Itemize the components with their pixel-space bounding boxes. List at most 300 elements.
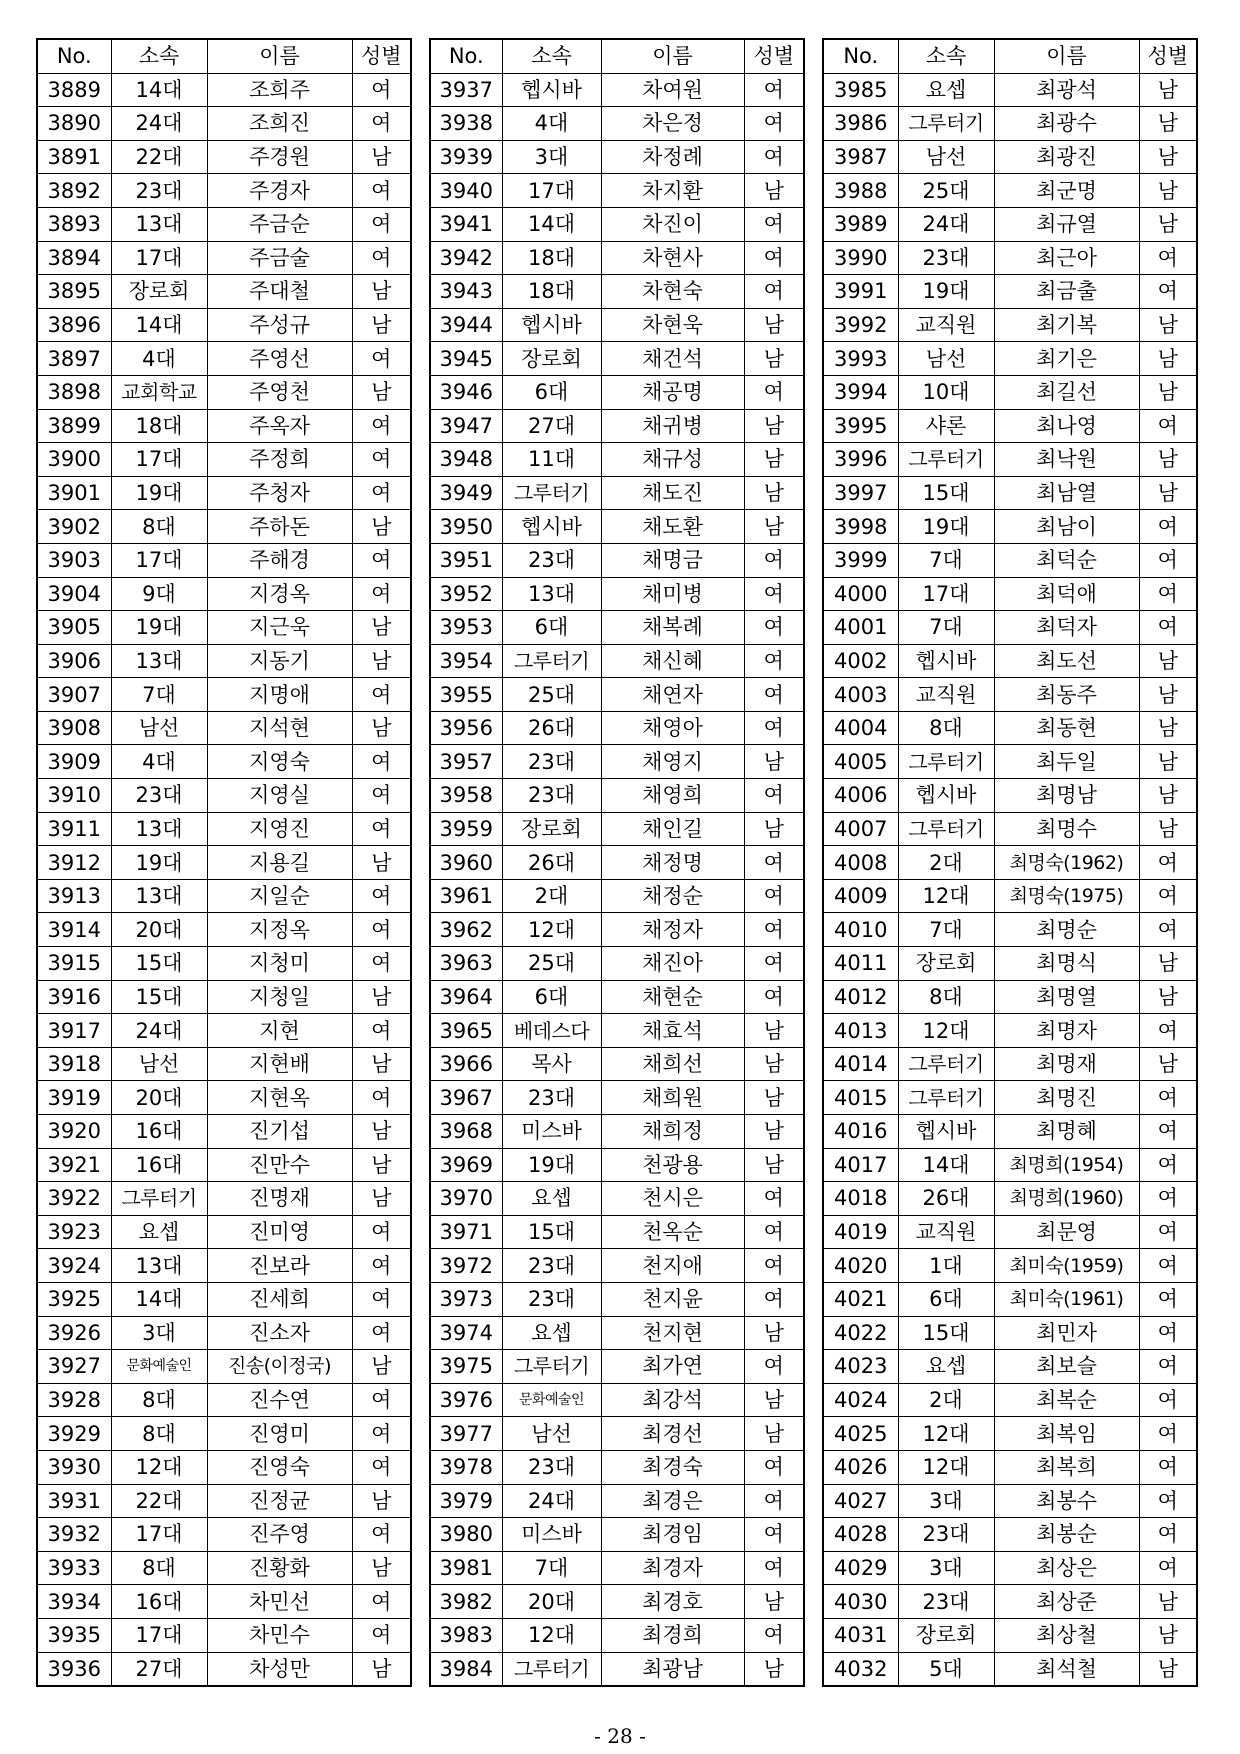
gender-cell: 여 <box>352 207 411 241</box>
row-number-cell: 4017 <box>823 1148 898 1182</box>
row-number-cell: 3900 <box>37 443 111 477</box>
gender-cell: 여 <box>1139 409 1197 443</box>
row-number-cell: 4025 <box>823 1417 898 1451</box>
department-cell: 15대 <box>502 1215 601 1249</box>
roster-tables <box>0 38 1240 1718</box>
table-row <box>823 1148 1197 1182</box>
table-row <box>823 510 1197 544</box>
department-cell: 23대 <box>502 745 601 779</box>
department-cell: 22대 <box>111 140 207 174</box>
gender-cell: 남 <box>352 140 411 174</box>
department-cell: 27대 <box>502 409 601 443</box>
department-cell: 15대 <box>898 1316 994 1350</box>
row-number-cell: 4028 <box>823 1518 898 1552</box>
department-cell: 헵시바 <box>898 779 994 813</box>
gender-cell: 여 <box>744 711 804 745</box>
table-row <box>430 73 804 107</box>
department-cell: 19대 <box>111 846 207 880</box>
department-cell: 16대 <box>111 1148 207 1182</box>
department-cell: 23대 <box>898 241 994 275</box>
row-number-cell: 3975 <box>430 1350 502 1384</box>
member-name-cell: 최나영 <box>994 409 1139 443</box>
row-number-cell: 3998 <box>823 510 898 544</box>
table-row <box>37 1047 411 1081</box>
member-name-cell: 최명재 <box>994 1047 1139 1081</box>
header-name: 이름 <box>207 39 352 73</box>
department-cell: 샤론 <box>898 409 994 443</box>
row-number-cell: 4018 <box>823 1182 898 1216</box>
table-row <box>823 207 1197 241</box>
department-cell: 15대 <box>111 980 207 1014</box>
department-cell: 3대 <box>111 1316 207 1350</box>
department-cell: 요셉 <box>111 1215 207 1249</box>
row-number-cell: 3994 <box>823 375 898 409</box>
member-name-cell: 지영진 <box>207 812 352 846</box>
row-number-cell: 3967 <box>430 1081 502 1115</box>
table-row <box>823 308 1197 342</box>
gender-cell: 여 <box>744 779 804 813</box>
table-row <box>37 947 411 981</box>
table-row <box>37 577 411 611</box>
row-number-cell: 3964 <box>430 980 502 1014</box>
gender-cell: 여 <box>1139 1148 1197 1182</box>
member-name-cell: 천지애 <box>601 1249 744 1283</box>
gender-cell: 남 <box>744 1047 804 1081</box>
row-number-cell: 3916 <box>37 980 111 1014</box>
department-cell: 23대 <box>898 1518 994 1552</box>
department-cell: 17대 <box>111 543 207 577</box>
department-cell: 남선 <box>502 1417 601 1451</box>
gender-cell: 남 <box>1139 678 1197 712</box>
department-cell: 23대 <box>502 779 601 813</box>
member-name-cell: 주경원 <box>207 140 352 174</box>
table-row <box>430 375 804 409</box>
member-name-cell: 최동주 <box>994 678 1139 712</box>
gender-cell: 남 <box>352 1182 411 1216</box>
header-gender: 성별 <box>1139 39 1197 73</box>
member-name-cell: 채건석 <box>601 342 744 376</box>
table-row <box>823 1081 1197 1115</box>
member-name-cell: 채도환 <box>601 510 744 544</box>
gender-cell: 남 <box>1139 1047 1197 1081</box>
member-name-cell: 최명자 <box>994 1014 1139 1048</box>
gender-cell: 여 <box>1139 1282 1197 1316</box>
row-number-cell: 3935 <box>37 1618 111 1652</box>
department-cell: 12대 <box>111 1450 207 1484</box>
header-gender: 성별 <box>352 39 411 73</box>
roster-table-1 <box>36 38 412 1687</box>
table-row <box>823 443 1197 477</box>
member-name-cell: 최기은 <box>994 342 1139 376</box>
gender-cell: 남 <box>1139 779 1197 813</box>
table-row <box>823 846 1197 880</box>
department-cell: 25대 <box>502 947 601 981</box>
table-row <box>37 1484 411 1518</box>
department-cell: 19대 <box>111 476 207 510</box>
department-cell: 그루터기 <box>898 1081 994 1115</box>
gender-cell: 여 <box>352 1215 411 1249</box>
member-name-cell: 최상준 <box>994 1585 1139 1619</box>
gender-cell: 남 <box>744 1417 804 1451</box>
member-name-cell: 진수연 <box>207 1383 352 1417</box>
table-row <box>823 577 1197 611</box>
table-row <box>823 342 1197 376</box>
row-number-cell: 3892 <box>37 174 111 208</box>
department-cell: 20대 <box>111 1081 207 1115</box>
member-name-cell: 채정순 <box>601 879 744 913</box>
member-name-cell: 지현 <box>207 1014 352 1048</box>
page-number: - 28 - <box>594 1724 646 1748</box>
department-cell: 12대 <box>898 879 994 913</box>
table-row <box>37 913 411 947</box>
table-row <box>37 409 411 443</box>
department-cell: 3대 <box>502 140 601 174</box>
department-cell: 목사 <box>502 1047 601 1081</box>
gender-cell: 여 <box>1139 1417 1197 1451</box>
member-name-cell: 지영실 <box>207 779 352 813</box>
row-number-cell: 3897 <box>37 342 111 376</box>
row-number-cell: 3928 <box>37 1383 111 1417</box>
row-number-cell: 3996 <box>823 443 898 477</box>
row-number-cell: 3945 <box>430 342 502 376</box>
member-name-cell: 주경자 <box>207 174 352 208</box>
table-row <box>823 1484 1197 1518</box>
gender-cell: 여 <box>1139 1316 1197 1350</box>
row-number-cell: 3982 <box>430 1585 502 1619</box>
department-cell: 8대 <box>111 1383 207 1417</box>
row-number-cell: 3891 <box>37 140 111 174</box>
row-number-cell: 3992 <box>823 308 898 342</box>
member-name-cell: 최명식 <box>994 947 1139 981</box>
department-cell: 9대 <box>111 577 207 611</box>
department-cell: 23대 <box>111 174 207 208</box>
table-row <box>823 1652 1197 1686</box>
gender-cell: 여 <box>1139 275 1197 309</box>
member-name-cell: 채공명 <box>601 375 744 409</box>
gender-cell: 여 <box>744 913 804 947</box>
member-name-cell: 최경숙 <box>601 1450 744 1484</box>
gender-cell: 여 <box>744 375 804 409</box>
table-row <box>430 443 804 477</box>
member-name-cell: 최근아 <box>994 241 1139 275</box>
member-name-cell: 차민수 <box>207 1618 352 1652</box>
gender-cell: 여 <box>1139 879 1197 913</box>
row-number-cell: 4023 <box>823 1350 898 1384</box>
member-name-cell: 지용길 <box>207 846 352 880</box>
gender-cell: 여 <box>744 1182 804 1216</box>
row-number-cell: 3973 <box>430 1282 502 1316</box>
member-name-cell: 최상철 <box>994 1618 1139 1652</box>
member-name-cell: 천광용 <box>601 1148 744 1182</box>
member-name-cell: 최명숙(1975) <box>994 879 1139 913</box>
department-cell: 8대 <box>898 711 994 745</box>
member-name-cell: 차현사 <box>601 241 744 275</box>
row-number-cell: 4011 <box>823 947 898 981</box>
table-row <box>823 241 1197 275</box>
department-cell: 24대 <box>898 207 994 241</box>
gender-cell: 여 <box>1139 611 1197 645</box>
table-row <box>37 207 411 241</box>
member-name-cell: 최두일 <box>994 745 1139 779</box>
member-name-cell: 차은정 <box>601 107 744 141</box>
member-name-cell: 지청미 <box>207 947 352 981</box>
row-number-cell: 4032 <box>823 1652 898 1686</box>
department-cell: 26대 <box>502 711 601 745</box>
gender-cell: 여 <box>744 1249 804 1283</box>
department-cell: 26대 <box>898 1182 994 1216</box>
table-row <box>37 308 411 342</box>
table-row <box>37 1551 411 1585</box>
member-name-cell: 진기섭 <box>207 1115 352 1149</box>
member-name-cell: 천시은 <box>601 1182 744 1216</box>
member-name-cell: 최도선 <box>994 644 1139 678</box>
gender-cell: 여 <box>744 73 804 107</box>
department-cell: 미스바 <box>502 1115 601 1149</box>
table-row <box>823 1014 1197 1048</box>
member-name-cell: 최명숙(1962) <box>994 846 1139 880</box>
row-number-cell: 3907 <box>37 678 111 712</box>
gender-cell: 여 <box>1139 1249 1197 1283</box>
table-row <box>823 1215 1197 1249</box>
department-cell: 6대 <box>502 375 601 409</box>
department-cell: 24대 <box>502 1484 601 1518</box>
table-row <box>823 375 1197 409</box>
member-name-cell: 진정균 <box>207 1484 352 1518</box>
gender-cell: 여 <box>352 1282 411 1316</box>
row-number-cell: 4006 <box>823 779 898 813</box>
department-cell: 교회학교 <box>111 375 207 409</box>
department-cell: 1대 <box>898 1249 994 1283</box>
gender-cell: 남 <box>352 375 411 409</box>
row-number-cell: 3894 <box>37 241 111 275</box>
row-number-cell: 3930 <box>37 1450 111 1484</box>
table-row <box>430 1518 804 1552</box>
member-name-cell: 최미숙(1959) <box>994 1249 1139 1283</box>
row-number-cell: 3919 <box>37 1081 111 1115</box>
gender-cell: 여 <box>744 1450 804 1484</box>
member-name-cell: 차현숙 <box>601 275 744 309</box>
row-number-cell: 3946 <box>430 375 502 409</box>
member-name-cell: 채연자 <box>601 678 744 712</box>
department-cell: 16대 <box>111 1585 207 1619</box>
row-number-cell: 3895 <box>37 275 111 309</box>
department-cell: 그루터기 <box>502 644 601 678</box>
member-name-cell: 지일순 <box>207 879 352 913</box>
row-number-cell: 3936 <box>37 1652 111 1686</box>
header-no: No. <box>823 39 898 73</box>
member-name-cell: 최군명 <box>994 174 1139 208</box>
row-number-cell: 3957 <box>430 745 502 779</box>
gender-cell: 남 <box>744 443 804 477</box>
department-cell: 그루터기 <box>502 476 601 510</box>
gender-cell: 여 <box>352 779 411 813</box>
table-row <box>430 1450 804 1484</box>
member-name-cell: 채귀병 <box>601 409 744 443</box>
row-number-cell: 3984 <box>430 1652 502 1686</box>
row-number-cell: 3931 <box>37 1484 111 1518</box>
member-name-cell: 최광석 <box>994 73 1139 107</box>
department-cell: 3대 <box>898 1484 994 1518</box>
gender-cell: 여 <box>352 476 411 510</box>
gender-cell: 남 <box>1139 342 1197 376</box>
department-cell: 15대 <box>898 476 994 510</box>
member-name-cell: 채정자 <box>601 913 744 947</box>
member-name-cell: 최상은 <box>994 1551 1139 1585</box>
row-number-cell: 3989 <box>823 207 898 241</box>
member-name-cell: 최남이 <box>994 510 1139 544</box>
gender-cell: 남 <box>1139 375 1197 409</box>
department-cell: 16대 <box>111 1115 207 1149</box>
member-name-cell: 주성규 <box>207 308 352 342</box>
gender-cell: 남 <box>352 611 411 645</box>
department-cell: 요셉 <box>502 1316 601 1350</box>
row-number-cell: 3902 <box>37 510 111 544</box>
header-name: 이름 <box>994 39 1139 73</box>
gender-cell: 남 <box>744 745 804 779</box>
gender-cell: 여 <box>352 1081 411 1115</box>
department-cell: 교직원 <box>898 1215 994 1249</box>
table-row <box>823 1383 1197 1417</box>
table-row <box>823 409 1197 443</box>
table-row <box>37 980 411 1014</box>
department-cell: 23대 <box>111 779 207 813</box>
member-name-cell: 최덕순 <box>994 543 1139 577</box>
gender-cell: 여 <box>744 577 804 611</box>
gender-cell: 여 <box>352 241 411 275</box>
gender-cell: 남 <box>1139 443 1197 477</box>
row-number-cell: 3926 <box>37 1316 111 1350</box>
member-name-cell: 최광남 <box>601 1652 744 1686</box>
table-row <box>823 275 1197 309</box>
member-name-cell: 최복순 <box>994 1383 1139 1417</box>
member-name-cell: 주하돈 <box>207 510 352 544</box>
department-cell: 그루터기 <box>502 1652 601 1686</box>
department-cell: 3대 <box>898 1551 994 1585</box>
table-row <box>430 1047 804 1081</box>
gender-cell: 남 <box>744 342 804 376</box>
gender-cell: 남 <box>352 711 411 745</box>
gender-cell: 남 <box>744 1652 804 1686</box>
member-name-cell: 최미숙(1961) <box>994 1282 1139 1316</box>
gender-cell: 남 <box>744 476 804 510</box>
gender-cell: 남 <box>352 846 411 880</box>
row-number-cell: 3934 <box>37 1585 111 1619</box>
row-number-cell: 3969 <box>430 1148 502 1182</box>
gender-cell: 여 <box>352 342 411 376</box>
row-number-cell: 3970 <box>430 1182 502 1216</box>
gender-cell: 여 <box>744 241 804 275</box>
gender-cell: 남 <box>352 980 411 1014</box>
row-number-cell: 3921 <box>37 1148 111 1182</box>
gender-cell: 남 <box>744 174 804 208</box>
member-name-cell: 최길선 <box>994 375 1139 409</box>
row-number-cell: 4007 <box>823 812 898 846</box>
table-row <box>823 476 1197 510</box>
table-row <box>823 611 1197 645</box>
gender-cell: 여 <box>352 73 411 107</box>
member-name-cell: 채명금 <box>601 543 744 577</box>
member-name-cell: 최광진 <box>994 140 1139 174</box>
row-number-cell: 4012 <box>823 980 898 1014</box>
table-row <box>430 409 804 443</box>
gender-cell: 남 <box>744 1585 804 1619</box>
table-row <box>37 1316 411 1350</box>
member-name-cell: 채진아 <box>601 947 744 981</box>
department-cell: 요셉 <box>898 73 994 107</box>
row-number-cell: 3913 <box>37 879 111 913</box>
row-number-cell: 3951 <box>430 543 502 577</box>
department-cell: 5대 <box>898 1652 994 1686</box>
table-row <box>823 1551 1197 1585</box>
row-number-cell: 3978 <box>430 1450 502 1484</box>
department-cell: 남선 <box>111 711 207 745</box>
department-cell: 8대 <box>898 980 994 1014</box>
roster-table-2 <box>429 38 805 1687</box>
row-number-cell: 3918 <box>37 1047 111 1081</box>
member-name-cell: 진미영 <box>207 1215 352 1249</box>
department-cell: 18대 <box>111 409 207 443</box>
table-row <box>823 1115 1197 1149</box>
table-row <box>37 1014 411 1048</box>
member-name-cell: 최문영 <box>994 1215 1139 1249</box>
table-row <box>430 510 804 544</box>
row-number-cell: 3920 <box>37 1115 111 1149</box>
gender-cell: 여 <box>352 678 411 712</box>
table-row <box>823 812 1197 846</box>
department-cell: 4대 <box>111 342 207 376</box>
row-number-cell: 3997 <box>823 476 898 510</box>
table-row <box>37 1518 411 1552</box>
department-cell: 8대 <box>111 1551 207 1585</box>
department-cell: 헵시바 <box>898 644 994 678</box>
row-number-cell: 3990 <box>823 241 898 275</box>
member-name-cell: 주영선 <box>207 342 352 376</box>
member-name-cell: 채효석 <box>601 1014 744 1048</box>
department-cell: 17대 <box>898 577 994 611</box>
table-row <box>430 1115 804 1149</box>
member-name-cell: 채영희 <box>601 779 744 813</box>
gender-cell: 남 <box>744 1316 804 1350</box>
member-name-cell: 지동기 <box>207 644 352 678</box>
row-number-cell: 4014 <box>823 1047 898 1081</box>
table-row <box>823 1047 1197 1081</box>
department-cell: 23대 <box>502 1282 601 1316</box>
member-name-cell: 채영아 <box>601 711 744 745</box>
table-row <box>37 1182 411 1216</box>
gender-cell: 여 <box>352 879 411 913</box>
member-name-cell: 최민자 <box>994 1316 1139 1350</box>
table-row <box>37 1585 411 1619</box>
header-dept: 소속 <box>502 39 601 73</box>
table-row <box>430 711 804 745</box>
gender-cell: 여 <box>744 207 804 241</box>
gender-cell: 여 <box>1139 1081 1197 1115</box>
department-cell: 4대 <box>502 107 601 141</box>
row-number-cell: 3963 <box>430 947 502 981</box>
row-number-cell: 4000 <box>823 577 898 611</box>
department-cell: 12대 <box>898 1450 994 1484</box>
gender-cell: 여 <box>352 947 411 981</box>
table-row <box>430 476 804 510</box>
table-row <box>823 1585 1197 1619</box>
row-number-cell: 3932 <box>37 1518 111 1552</box>
header-row <box>37 39 411 73</box>
table-row <box>37 275 411 309</box>
department-cell: 7대 <box>898 913 994 947</box>
member-name-cell: 채신혜 <box>601 644 744 678</box>
gender-cell: 남 <box>744 510 804 544</box>
department-cell: 헵시바 <box>502 510 601 544</box>
